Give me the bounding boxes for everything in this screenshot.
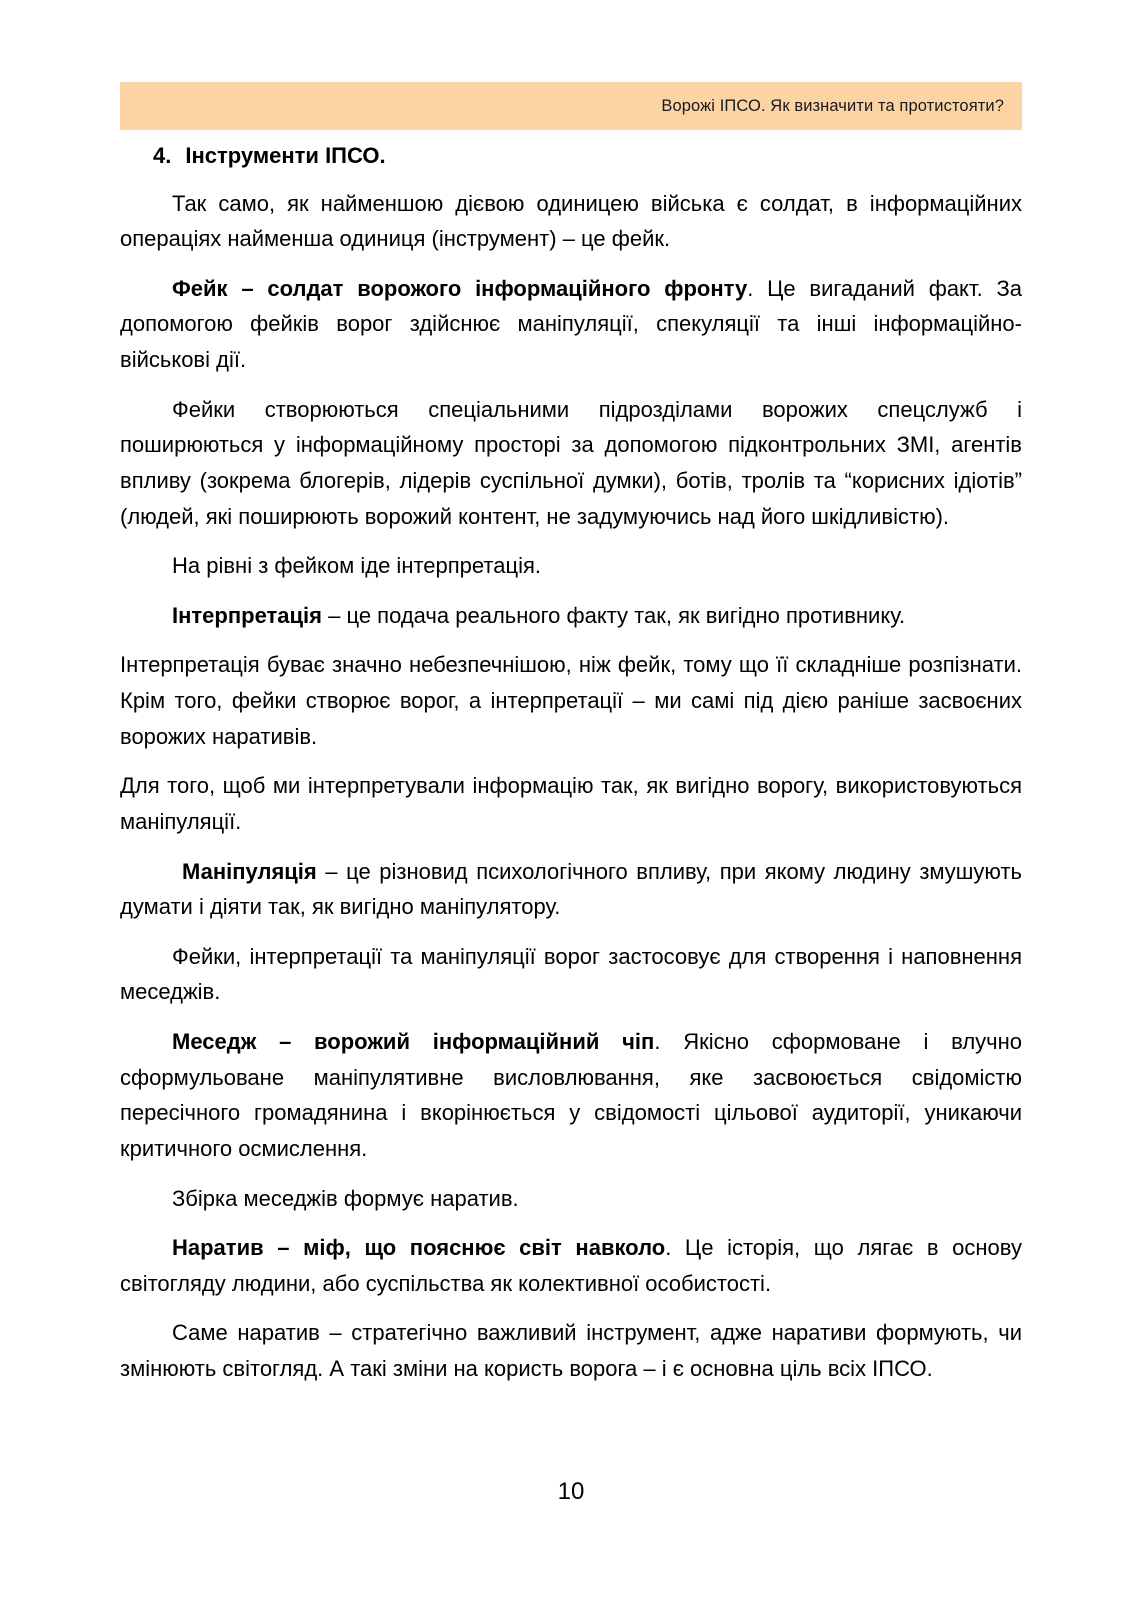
paragraph-narrative-definition (120, 1230, 1022, 1301)
term-fake-description: . Це вигаданий факт. За допомогою фейків ворог здійснює маніпуляції, спекуляції та інші інформаційно-військові дії. (120, 275, 1022, 372)
term-fake: Фейк – солдат ворожого інформаційного фронту (172, 275, 748, 301)
section-heading (120, 142, 1022, 170)
paragraph-manipulation-lead: Для того, щоб ми інтерпретували інформацію так, як вигідно ворогу, використовуються маніпуляції. (120, 773, 1022, 834)
section-title: Інструменти ІПСО. (185, 143, 386, 168)
paragraph-interpretation-danger: Інтерпретація буває значно небезпечнішою, ніж фейк, тому що її складніше розпізнати. Крім того, фейки створює ворог, а інтерпретації – ми самі під дією раніше засвоєних ворожих наративів. (120, 652, 1022, 749)
term-interpretation: Інтерпретація (172, 602, 323, 628)
paragraph-interpretation-definition (120, 598, 1022, 634)
paragraph-message-definition (120, 1024, 1022, 1167)
term-interpretation-description: – це подача реального факту так, як вигідно противнику. (322, 602, 906, 628)
term-manipulation: Маніпуляція (182, 858, 317, 884)
term-message: Меседж – ворожий інформаційний чіп (172, 1029, 655, 1054)
paragraph-intro: Так само, як найменшою дієвою одиницею війська є солдат, в інформаційних операціях найменша одиниця (інструмент) – це фейк. (120, 190, 1022, 252)
term-message-description: . Якісно сформоване і влучно сформульоване маніпулятивне висловлювання, яке засвоюється свідомістю пересічного громадянина і вкорінюється у свідомості цільової аудиторії, уникаючи критичного осмислення. (120, 1029, 1023, 1161)
paragraph-manipulation-definition (120, 854, 1022, 925)
paragraph-message-lead: Фейки, інтерпретації та маніпуляції ворог застосовує для створення і наповнення меседжів. (120, 943, 1022, 1005)
term-narrative: Наратив – міф, що пояснює світ навколо (172, 1235, 666, 1261)
paragraph-narrative-lead: Збірка меседжів формує наратив. (172, 1185, 519, 1211)
paragraph-fake-definition (120, 271, 1022, 378)
paragraph-fake-creation: Фейки створюються спеціальними підрозділами ворожих спецслужб і поширюються у інформаційному просторі за допомогою підконтрольних ЗМІ, агентів впливу (зокрема блогерів, лідерів суспільної думки), ботів, тролів та “корисних ідіотів” (людей, які поширюють ворожий контент, не задумуючись над його шкідливістю). (120, 396, 1022, 529)
running-header-text: Ворожі ІПСО. Як визначити та протистояти? (661, 96, 1004, 115)
term-manipulation-description: – це різновид психологічного впливу, при якому людину змушують думати і діяти так, як вигідно маніпулятору. (120, 858, 1022, 920)
section-number: 4. (153, 143, 172, 168)
paragraph-narrative-importance: Саме наратив – стратегічно важливий інструмент, адже наративи формують, чи змінюють світогляд. А такі зміни на користь ворога – і є основна ціль всіх ІПСО. (120, 1320, 1022, 1381)
term-narrative-description: . Це історія, що лягає в основу світогляду людини, або суспільства як колективної особистості. (120, 1235, 1022, 1296)
paragraph-interpretation-lead: На рівні з фейком іде інтерпретація. (172, 553, 542, 579)
running-header-band (120, 82, 1022, 130)
page-number: 10 (557, 1478, 585, 1505)
page-body (120, 142, 1022, 1401)
